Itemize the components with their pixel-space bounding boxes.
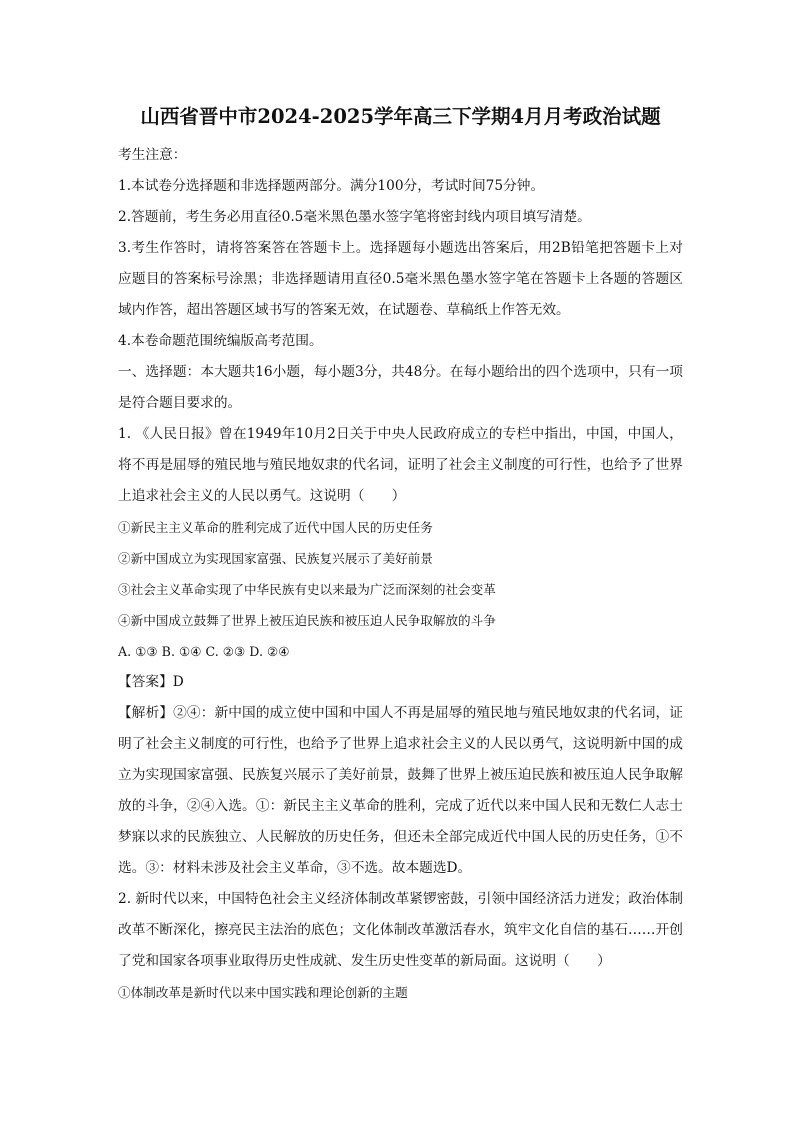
question-1-choices: A. ①③ B. ①④ C. ②③ D. ②④ [118,644,290,659]
document-page [118,100,683,1008]
notice-heading: 考生注意： [118,147,187,163]
notice-item: 1.本试卷分选择题和非选择题两部分。满分100分，考试时间75分钟。 [118,178,545,194]
question-1-analysis: 【解析】②④：新中国的成立使中国和中国人不再是屈辱的殖民地与殖民地奴隶的代名词，证明了社会主义制度的可行性，也给予了世界上追求社会主义的人民以勇气，这说明新中国的成立为实现国家富强、民族复兴展示了美好前景，鼓舞了世界上被压迫民族和被压迫人民争取解放的斗争，②④入选。①：新民主主义革命的胜利，完成了近代以来中国人民和无数仁人志士梦寐以求的民族独立、人民解放的历史任务，但还未全部完成近代中国人民的历史任务，①不选。③：材料未涉及社会主义革命，③不选。故本题选D。 [118,705,683,876]
page-title: 山西省晋中市2024-2025学年高三下学期4月月考政治试题 [140,105,661,128]
section-heading: 一、选择题：本大题共16小题，每小题3分，共48分。在每小题给出的四个选项中，只有一项是符合题目要求的。 [118,364,683,411]
question-2-stem: 2. 新时代以来，中国特色社会主义经济体制改革紧锣密鼓，引领中国经济活力迸发；政治体制改革不断深化，擦亮民主法治的底色；文化体制改革激活春水，筑牢文化自信的基石……开创了党和国家各项事业取得历史性成就、发生历史性变革的新局面。这说明（ ） [118,891,683,969]
notice-item: 4.本卷命题范围统编版高考范围。 [118,333,323,349]
question-1-item: ④新中国成立鼓舞了世界上被压迫民族和被压迫人民争取解放的斗争 [118,613,496,628]
question-1-stem: 1. 《人民日报》曾在1949年10月2日关于中央人民政府成立的专栏中指出，中国，中国人，将不再是屈辱的殖民地与殖民地奴隶的代名词，证明了社会主义制度的可行性，也给予了世界上追求社会主义的人民以勇气。这说明（ ） [118,426,683,504]
question-1-item: ③社会主义革命实现了中华民族有史以来最为广泛而深刻的社会变革 [118,582,496,597]
question-1-item: ①新民主主义革命的胜利完成了近代中国人民的历史任务 [118,520,433,535]
notice-item: 3.考生作答时，请将答案答在答题卡上。选择题每小题选出答案后，用2B铅笔把答题卡上对应题目的答案标号涂黑；非选择题请用直径0.5毫米黑色墨水签字笔在答题卡上各题的答题区域内作答，超出答题区域书写的答案无效，在试题卷、草稿纸上作答无效。 [118,240,683,318]
question-2-item: ①体制改革是新时代以来中国实践和理论创新的主题 [118,985,408,1000]
notice-item: 2.答题前，考生务必用直径0.5毫米黑色墨水签字笔将密封线内项目填写清楚。 [118,209,591,225]
question-1-item: ②新中国成立为实现国家富强、民族复兴展示了美好前景 [118,551,433,566]
question-1-answer: 【答案】D [118,674,184,690]
